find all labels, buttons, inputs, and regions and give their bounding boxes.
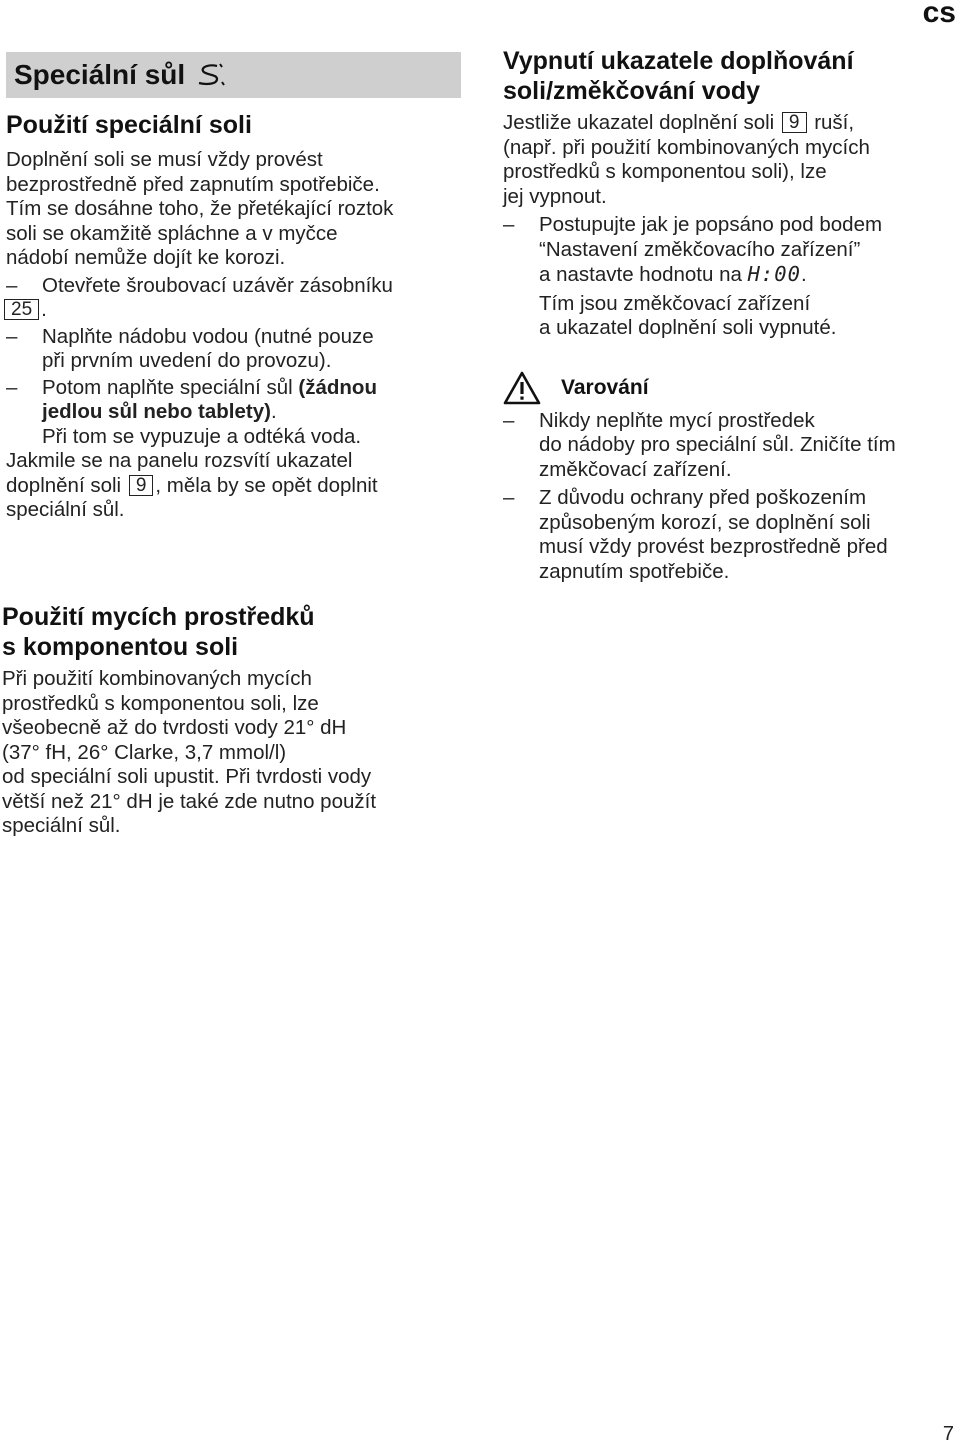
step-text: Tím jsou změkčovací zařízení	[539, 291, 811, 315]
section-title-disable-indicator: soli/změkčování vody	[503, 77, 761, 105]
intro-line: bezprostředně před zapnutím spotřebiče.	[6, 172, 380, 196]
warning-item	[503, 486, 955, 511]
reference-box: 25	[4, 299, 39, 320]
language-code: cs	[922, 0, 956, 29]
paragraph-line: jej vypnout.	[503, 184, 607, 208]
intro-line: nádobí nemůže dojít ke korozi.	[6, 246, 286, 269]
warning-text: Nikdy neplňte mycí prostředek	[539, 408, 815, 432]
step-bold: (žádnou	[298, 375, 377, 399]
step-text: Potom naplňte speciální sůl	[42, 375, 299, 399]
paragraph-line: prostředků s komponentou soli), lze	[503, 160, 827, 183]
left-column-2	[2, 602, 458, 839]
step-text: Postupujte jak je popsáno pod bodem	[539, 213, 883, 236]
step-line	[6, 400, 462, 425]
paragraph-line: (37° fH, 26° Clarke, 3,7 mmol/l)	[2, 740, 287, 764]
outro-line	[6, 474, 462, 499]
step-text: Otevřete šroubovací uzávěr zásobníku	[42, 273, 393, 297]
warning-text: zapnutím spotřebiče.	[539, 559, 730, 583]
paragraph-text: Jestliže ukazatel doplnění soli	[503, 111, 775, 134]
page-number: 7	[942, 1423, 954, 1445]
step-bold: jedlou sůl nebo tablety)	[42, 400, 271, 423]
outro-line: speciální sůl.	[6, 498, 125, 521]
section-title-special-salt: Použití speciální soli	[6, 111, 252, 139]
warning-text: způsobeným korozí, se doplnění soli	[539, 510, 871, 534]
right-column	[503, 46, 955, 584]
paragraph-line: Při použití kombinovaných mycích	[2, 667, 312, 690]
step-line	[503, 262, 955, 288]
step-text: Při tom se vypuzuje a odtéká voda.	[42, 424, 362, 448]
step-fill-water	[6, 325, 462, 350]
warning-text: Z důvodu ochrany před poškozením	[539, 486, 867, 509]
paragraph-line: (např. při použití kombinovaných mycích	[503, 135, 870, 159]
step-end: .	[270, 400, 277, 423]
section-title-disable-indicator: Vypnutí ukazatele doplňování	[503, 47, 854, 75]
intro-line: Doplnění soli se musí vždy provést	[6, 148, 323, 171]
paragraph-line: prostředků s komponentou soli, lze	[2, 691, 319, 715]
step-end: .	[41, 298, 47, 321]
dash: –	[6, 273, 18, 297]
warning-text: musí vždy provést bezprostředně před	[539, 535, 888, 558]
step-text: “Nastavení změkčovacího zařízení”	[539, 237, 861, 261]
paragraph-text: ruší,	[814, 111, 855, 134]
section-title-detergent: Použití mycích prostředků	[2, 603, 315, 631]
outro-text: , měla by se opět doplnit	[155, 473, 378, 497]
paragraph-line	[503, 111, 955, 136]
dash: –	[503, 486, 515, 509]
step-text: a nastavte hodnotu na	[539, 263, 748, 286]
outro-line: Jakmile se na panelu rozsvítí ukazatel	[6, 449, 353, 472]
step-fill-salt	[6, 376, 462, 401]
step-text: při prvním uvedení do provozu).	[42, 349, 332, 372]
salt-indicator-icon	[195, 62, 225, 88]
reference-box: 9	[129, 475, 154, 496]
reference-box: 9	[782, 112, 807, 133]
warning-heading	[503, 371, 955, 405]
dash: –	[6, 375, 18, 399]
step-text: a ukazatel doplnění soli vypnuté.	[539, 316, 837, 339]
paragraph-line: od speciální soli upustit. Při tvrdosti vody	[2, 765, 372, 788]
dash: –	[503, 408, 515, 432]
section-header-title: Speciální sůl	[14, 59, 186, 90]
section-header-band	[6, 52, 461, 98]
step-text: Naplňte nádobu vodou (nutné pouze	[42, 324, 374, 348]
paragraph-line: všeobecně až do tvrdosti vody 21° dH	[2, 716, 347, 739]
intro-line: Tím se dosáhne toho, že přetékající roztok	[6, 197, 394, 220]
left-column	[6, 110, 462, 523]
step-ref	[2, 298, 462, 323]
warning-item	[503, 409, 955, 434]
outro-text: doplnění soli	[6, 473, 122, 497]
dash: –	[503, 213, 515, 236]
step-settings	[503, 213, 955, 238]
section-title-detergent: s komponentou soli	[2, 633, 239, 661]
warning-triangle-icon	[503, 371, 541, 405]
warning-text: změkčovací zařízení.	[539, 457, 732, 481]
paragraph-line: větší než 21° dH je také zde nutno použít	[2, 789, 377, 813]
intro-line: soli se okamžitě spláchne a v myčce	[6, 221, 338, 245]
step-open-cap	[6, 274, 462, 299]
warning-text: do nádoby pro speciální sůl. Zničíte tím	[539, 433, 896, 456]
warning-title: Varování	[561, 375, 649, 399]
paragraph-line: speciální sůl.	[2, 814, 121, 837]
display-value: H:00	[747, 262, 801, 286]
step-end: .	[800, 263, 807, 286]
dash: –	[6, 324, 18, 348]
